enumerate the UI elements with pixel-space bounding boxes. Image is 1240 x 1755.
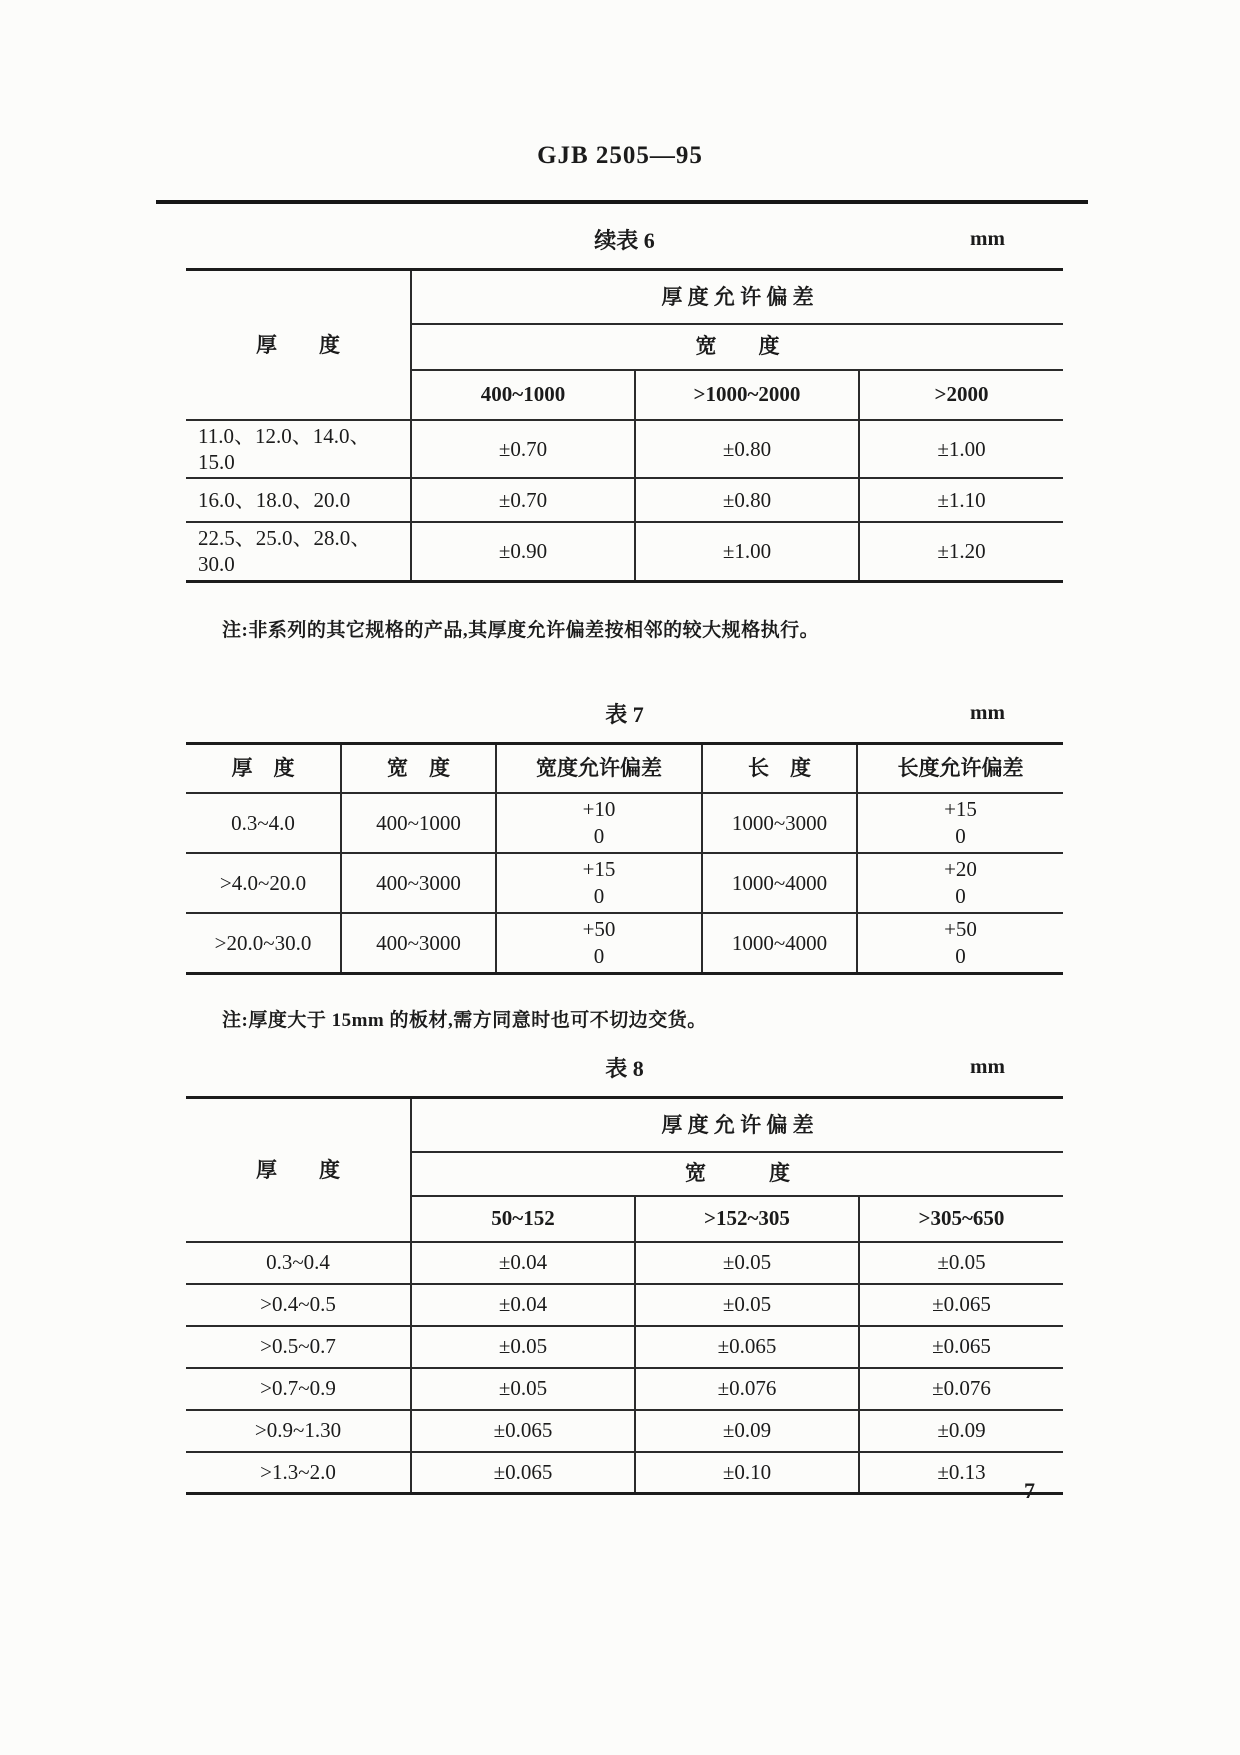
- width-cell: 400~1000: [341, 793, 496, 853]
- deviation-cell: ±0.05: [411, 1326, 635, 1368]
- deviation-cell: ±0.90: [411, 522, 635, 581]
- table7: [186, 742, 1063, 976]
- width-deviation-cell: [496, 853, 702, 913]
- thickness-cell: 16.0、18.0、20.0: [186, 478, 411, 522]
- deviation-lower: 0: [593, 884, 605, 908]
- length-cell: 1000~3000: [702, 793, 857, 853]
- table6-thickness-header: 厚 度: [186, 270, 411, 420]
- table8-header-row-1: [186, 1098, 1063, 1152]
- table6-deviation-header: 厚 度 允 许 偏 差: [411, 270, 1063, 324]
- deviation-cell: ±0.05: [635, 1284, 859, 1326]
- thickness-cell: >0.5~0.7: [186, 1326, 411, 1368]
- deviation-cell: ±0.065: [859, 1284, 1063, 1326]
- doc-code: GJB 2505—95: [537, 142, 703, 169]
- length-cell: 1000~4000: [702, 853, 857, 913]
- table6-header-row-1: [186, 270, 1063, 324]
- thickness-cell: >4.0~20.0: [186, 853, 341, 913]
- length-deviation-cell: [857, 853, 1063, 913]
- thickness-cell: 0.3~0.4: [186, 1242, 411, 1284]
- table8-row-4: [186, 1368, 1063, 1410]
- table8-unit-label: mm: [970, 1054, 1005, 1078]
- table6: [186, 268, 1063, 583]
- deviation-upper: +15: [944, 797, 977, 821]
- deviation-cell: ±0.04: [411, 1284, 635, 1326]
- table7-row-2: [186, 853, 1063, 913]
- deviation-lower: 0: [955, 884, 966, 908]
- table8-row-6: [186, 1452, 1063, 1494]
- page-number: 7: [1024, 1478, 1035, 1503]
- table7-unit-label: mm: [970, 699, 1005, 724]
- deviation-upper: +50: [944, 917, 977, 941]
- thickness-cell: 11.0、12.0、14.0、15.0: [186, 420, 411, 479]
- deviation-cell: ±0.05: [411, 1368, 635, 1410]
- deviation-cell: ±0.076: [859, 1368, 1063, 1410]
- table6-row-3: [186, 522, 1063, 581]
- table7-length-dev-header: 长度允许偏差: [857, 743, 1063, 793]
- deviation-lower: 0: [955, 824, 966, 848]
- table7-row-3: [186, 913, 1063, 974]
- table6-row-2: [186, 478, 1063, 522]
- table6-range-2: >1000~2000: [635, 370, 859, 420]
- table6-row-1: [186, 420, 1063, 479]
- thickness-cell: 0.3~4.0: [186, 793, 341, 853]
- table6-unit-label: mm: [970, 226, 1005, 250]
- table8-row-2: [186, 1284, 1063, 1326]
- table8-thickness-header: 厚 度: [186, 1098, 411, 1242]
- thickness-cell: 22.5、25.0、28.0、30.0: [186, 522, 411, 581]
- table6-width-header: 宽 度: [411, 324, 1063, 370]
- table7-note: 注:厚度大于 15mm 的板材,需方同意时也可不切边交货。: [222, 1010, 707, 1031]
- deviation-cell: ±0.09: [635, 1410, 859, 1452]
- table6-caption-row: [186, 224, 1063, 254]
- table8-row-5: [186, 1410, 1063, 1452]
- page-content: [186, 224, 1063, 1495]
- deviation-cell: ±1.10: [859, 478, 1063, 522]
- deviation-cell: ±0.065: [635, 1326, 859, 1368]
- deviation-lower: 0: [593, 944, 605, 968]
- deviation-cell: ±0.065: [859, 1326, 1063, 1368]
- table8: [186, 1096, 1063, 1495]
- length-cell: 1000~4000: [702, 913, 857, 974]
- thickness-cell: >0.7~0.9: [186, 1368, 411, 1410]
- table6-note: 注:非系列的其它规格的产品,其厚度允许偏差按相邻的较大规格执行。: [222, 619, 820, 641]
- table8-row-3: [186, 1326, 1063, 1368]
- header-rule: [156, 200, 1088, 204]
- table6-range-3: >2000: [859, 370, 1063, 420]
- deviation-lower: 0: [955, 944, 966, 968]
- width-cell: 400~3000: [341, 853, 496, 913]
- table8-deviation-header: 厚 度 允 许 偏 差: [411, 1098, 1063, 1152]
- deviation-cell: ±0.80: [635, 478, 859, 522]
- table7-header-row: [186, 743, 1063, 793]
- deviation-upper: +20: [944, 857, 977, 881]
- deviation-upper: +50: [582, 917, 616, 941]
- deviation-upper: +15: [582, 857, 616, 881]
- table8-caption: 表 8: [605, 1056, 644, 1081]
- deviation-cell: ±1.20: [859, 522, 1063, 581]
- deviation-cell: ±1.00: [859, 420, 1063, 479]
- thickness-cell: >20.0~30.0: [186, 913, 341, 974]
- deviation-cell: ±0.05: [635, 1242, 859, 1284]
- deviation-cell: ±0.80: [635, 420, 859, 479]
- width-deviation-cell: [496, 913, 702, 974]
- deviation-cell: ±0.13: [859, 1452, 1063, 1494]
- table7-length-header: 长 度: [702, 743, 857, 793]
- length-deviation-cell: [857, 793, 1063, 853]
- deviation-cell: ±0.076: [635, 1368, 859, 1410]
- table8-width-header: 宽 度: [411, 1152, 1063, 1196]
- deviation-cell: ±0.065: [411, 1410, 635, 1452]
- table7-width-header: 宽 度: [341, 743, 496, 793]
- thickness-cell: >0.4~0.5: [186, 1284, 411, 1326]
- deviation-cell: ±0.70: [411, 420, 635, 479]
- deviation-cell: ±0.065: [411, 1452, 635, 1494]
- table8-range-1: 50~152: [411, 1196, 635, 1242]
- table8-caption-row: [186, 1052, 1063, 1082]
- table7-caption-row: [186, 698, 1063, 728]
- table7-caption: 表 7: [605, 701, 644, 727]
- deviation-upper: +10: [582, 797, 616, 821]
- thickness-cell: >0.9~1.30: [186, 1410, 411, 1452]
- table6-range-1: 400~1000: [411, 370, 635, 420]
- table7-row-1: [186, 793, 1063, 853]
- deviation-cell: ±0.04: [411, 1242, 635, 1284]
- deviation-lower: 0: [593, 824, 605, 848]
- table7-thickness-header: 厚 度: [186, 743, 341, 793]
- width-deviation-cell: [496, 793, 702, 853]
- deviation-cell: ±0.10: [635, 1452, 859, 1494]
- table6-caption: 续表 6: [594, 228, 655, 253]
- table8-range-2: >152~305: [635, 1196, 859, 1242]
- thickness-cell: >1.3~2.0: [186, 1452, 411, 1494]
- deviation-cell: ±0.05: [859, 1242, 1063, 1284]
- deviation-cell: ±0.70: [411, 478, 635, 522]
- table8-row-1: [186, 1242, 1063, 1284]
- length-deviation-cell: [857, 913, 1063, 974]
- deviation-cell: ±0.09: [859, 1410, 1063, 1452]
- deviation-cell: ±1.00: [635, 522, 859, 581]
- table7-width-dev-header: 宽度允许偏差: [496, 743, 702, 793]
- width-cell: 400~3000: [341, 913, 496, 974]
- table8-range-3: >305~650: [859, 1196, 1063, 1242]
